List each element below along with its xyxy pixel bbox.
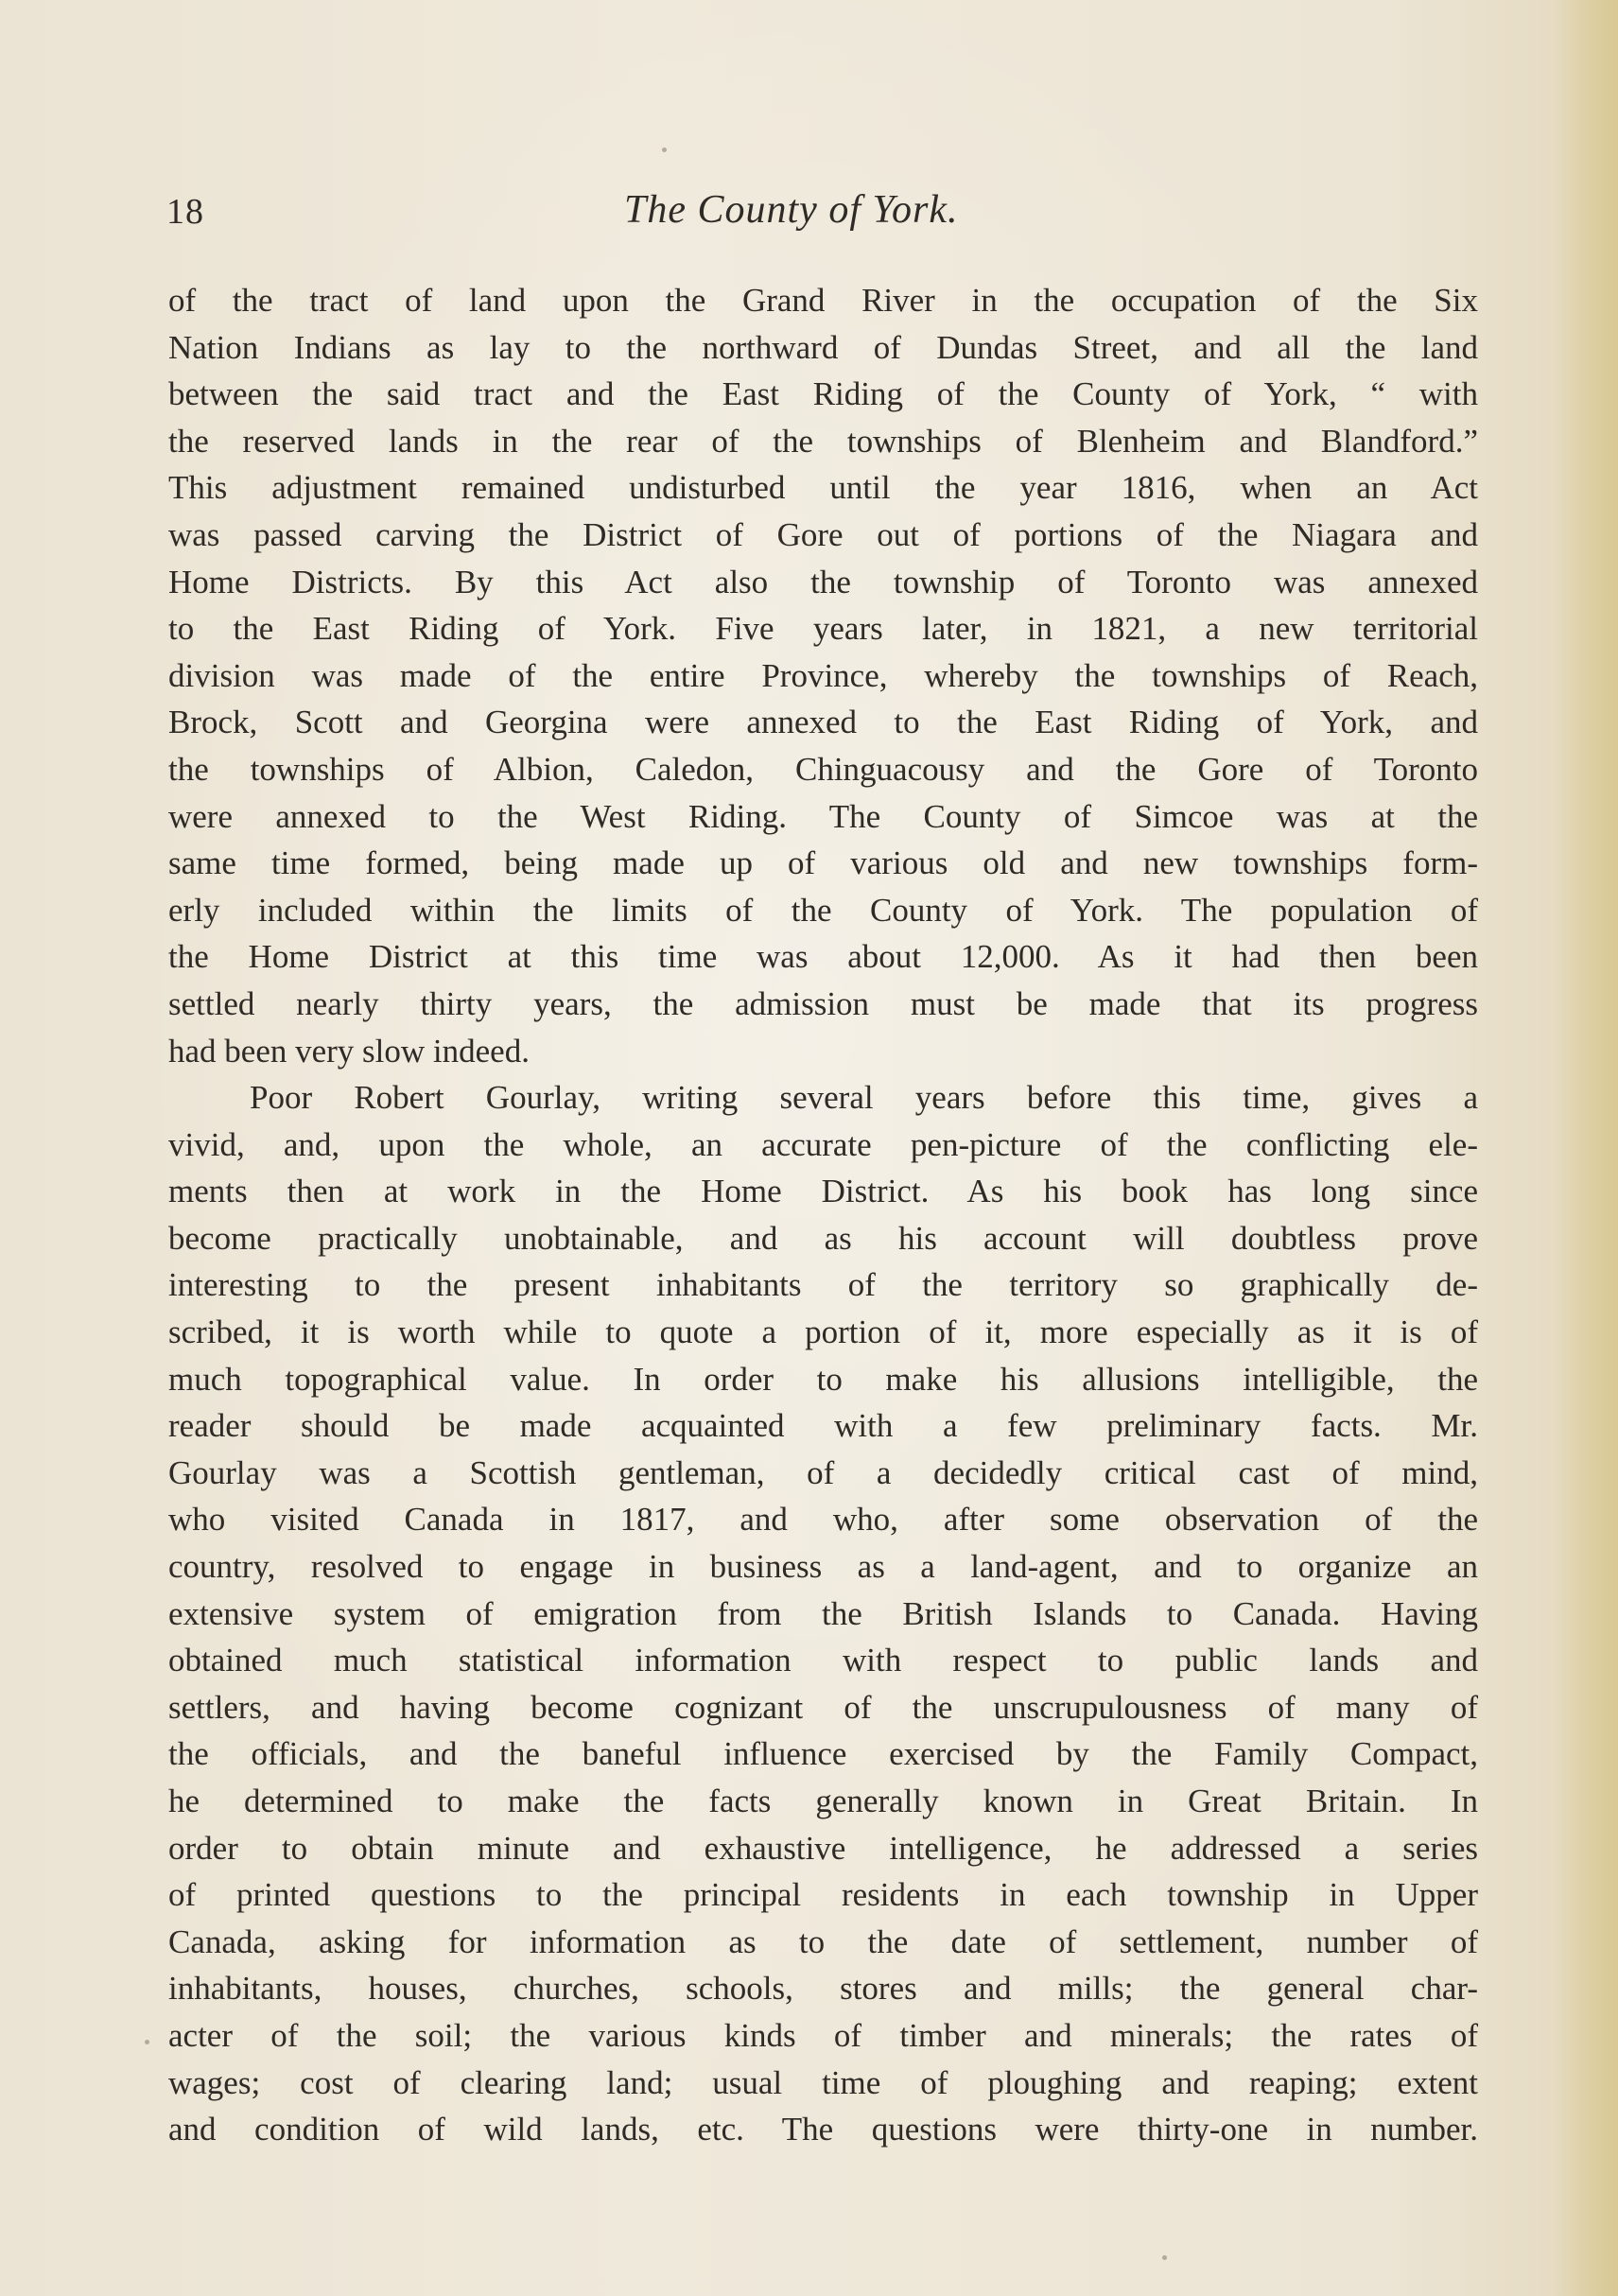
body-text: [168, 277, 1478, 2153]
text-line: settled nearly thirty years, the admission must be made that its progress: [168, 984, 1478, 1022]
text-line: obtained much statistical information with respect to public lands and: [168, 1642, 1478, 1679]
text-line: interesting to the present inhabitants of the territory so graphically de-: [168, 1266, 1478, 1304]
text-line: country, resolved to engage in business as a land-agent, and to organize an: [168, 1548, 1478, 1586]
text-line: order to obtain minute and exhaustive intelligence, he addressed a series: [168, 1829, 1478, 1867]
text-line: the officials, and the baneful influence exercised by the Family Compact,: [168, 1735, 1478, 1773]
text-line: the Home District at this time was about 12,000. As it had then been: [168, 938, 1478, 976]
text-line: were annexed to the West Riding. The County of Simcoe was at the: [168, 797, 1478, 835]
text-line: Home Districts. By this Act also the township of Toronto was annexed: [168, 563, 1478, 600]
paper-speck: [662, 148, 667, 152]
text-line: of printed questions to the principal residents in each township in Upper: [168, 1876, 1478, 1914]
text-line: the reserved lands in the rear of the townships of Blenheim and Blandford.”: [168, 422, 1478, 460]
text-line: Gourlay was a Scottish gentleman, of a decidedly critical cast of mind,: [168, 1453, 1478, 1491]
text-line: and condition of wild lands, etc. The questions were thirty-one in number.: [168, 2111, 1478, 2148]
text-line: between the said tract and the East Riding of the County of York, “ with: [168, 375, 1478, 413]
text-line: inhabitants, houses, churches, schools, stores and mills; the general char-: [168, 1970, 1478, 2008]
text-line: to the East Riding of York. Five years later, in 1821, a new territorial: [168, 610, 1478, 648]
text-line: acter of the soil; the various kinds of timber and minerals; the rates of: [168, 2016, 1478, 2054]
text-line: This adjustment remained undisturbed until the year 1816, when an Act: [168, 469, 1478, 507]
text-line: division was made of the entire Province, whereby the townships of Reach,: [168, 656, 1478, 694]
text-line: reader should be made acquainted with a few preliminary facts. Mr.: [168, 1407, 1478, 1445]
text-line: much topographical value. In order to make his allusions intelligible, the: [168, 1360, 1478, 1398]
page-edge-shading: [1552, 0, 1618, 2296]
paper-speck: [1162, 2255, 1167, 2260]
text-line: who visited Canada in 1817, and who, after some observation of the: [168, 1501, 1478, 1539]
text-line: Brock, Scott and Georgina were annexed to the East Riding of York, and: [168, 704, 1478, 741]
text-line: vivid, and, upon the whole, an accurate pen-picture of the conflicting ele-: [168, 1125, 1478, 1163]
text-line: had been very slow indeed.: [168, 1032, 530, 1070]
text-line: same time formed, being made up of various old and new townships form-: [168, 844, 1478, 882]
text-line: he determined to make the facts generally known in Great Britain. In: [168, 1783, 1478, 1819]
text-line: wages; cost of clearing land; usual time of ploughing and reaping; extent: [168, 2063, 1478, 2101]
page-number: 18: [166, 192, 204, 232]
text-line: was passed carving the District of Gore out of portions of the Niagara and: [168, 515, 1478, 553]
text-line: of the tract of land upon the Grand River in the occupation of the Six: [168, 282, 1478, 319]
running-head: [0, 187, 1618, 244]
paragraph-2: [168, 1074, 1478, 2153]
text-line: Nation Indians as lay to the northward of Dundas Street, and all the land: [168, 328, 1478, 366]
running-title: The County of York.: [624, 188, 959, 232]
text-line: Poor Robert Gourlay, writing several years before this time, gives a: [250, 1079, 1478, 1117]
paragraph-1: [168, 277, 1478, 1074]
text-line: become practically unobtainable, and as his account will doubtless prove: [168, 1219, 1478, 1257]
text-line: extensive system of emigration from the British Islands to Canada. Having: [168, 1594, 1478, 1632]
text-line: ments then at work in the Home District. As his book has long since: [168, 1173, 1478, 1210]
text-line: settlers, and having become cognizant of the unscrupulousness of many of: [168, 1688, 1478, 1726]
text-line: Canada, asking for information as to the date of settlement, number of: [168, 1922, 1478, 1960]
text-line: erly included within the limits of the County of York. The population of: [168, 891, 1478, 929]
paper-speck: [145, 2040, 149, 2044]
text-line: scribed, it is worth while to quote a portion of it, more especially as it is of: [168, 1313, 1478, 1351]
text-line: the townships of Albion, Caledon, Chinguacousy and the Gore of Toronto: [168, 750, 1478, 788]
